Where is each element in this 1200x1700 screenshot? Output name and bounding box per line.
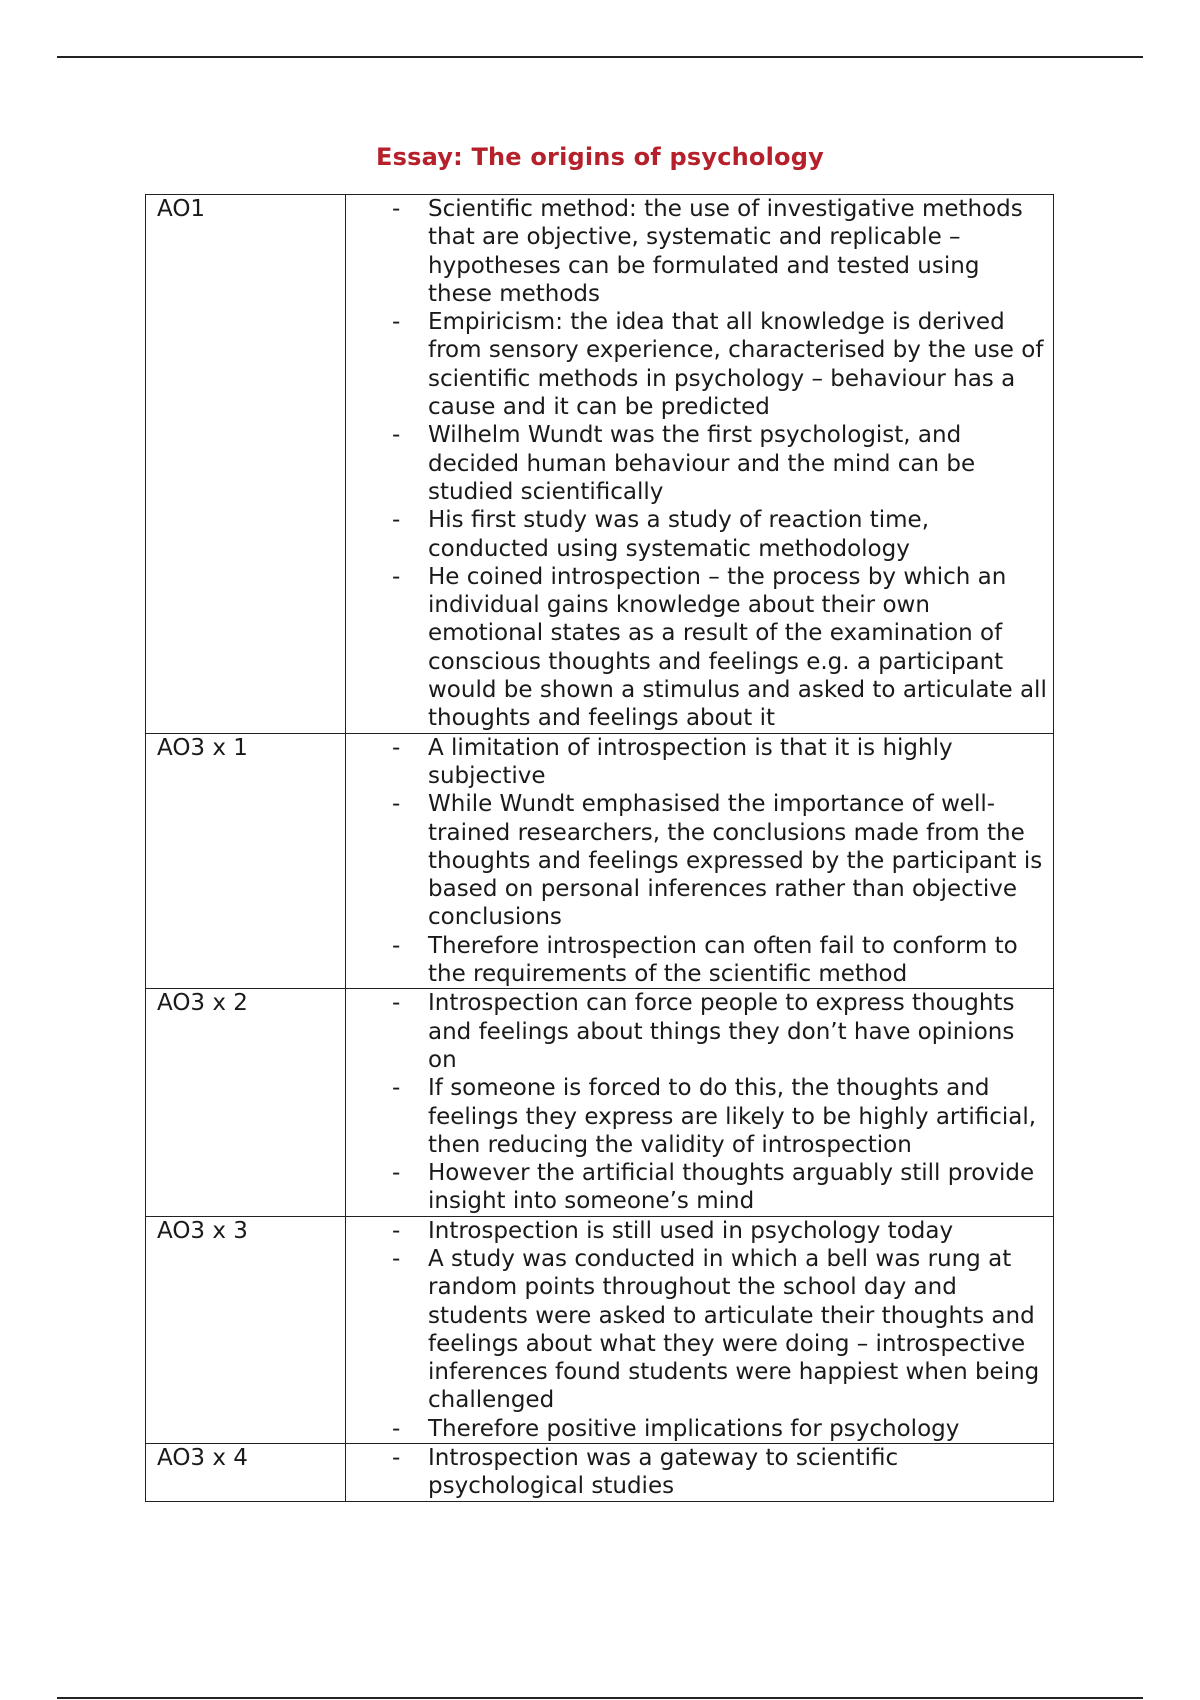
list-item: - While Wundt emphasised the importance of well-trained researchers, the conclusions made from the thoughts and feelings expressed by the participant is based on personal inferences rather than objective conclusions bbox=[346, 790, 1047, 931]
table-row bbox=[146, 195, 1054, 734]
list-item: - A study was conducted in which a bell was rung at random points throughout the school day and students were asked to articulate their thoughts and feelings about what they were doing – introspective inferences found students were happiest when being challenged bbox=[346, 1245, 1047, 1415]
list-item: - Introspection can force people to express thoughts and feelings about things they don’t have opinions on bbox=[346, 989, 1047, 1074]
list-item: - His first study was a study of reaction time, conducted using systematic methodology bbox=[346, 506, 1047, 563]
table-row bbox=[146, 989, 1054, 1216]
list-item: - Wilhelm Wundt was the first psychologist, and decided human behaviour and the mind can be studied scientifically bbox=[346, 421, 1047, 506]
list-item: - Scientific method: the use of investigative methods that are objective, systematic and replicable – hypotheses can be formulated and tested using these methods bbox=[346, 195, 1047, 308]
row-points bbox=[346, 989, 1054, 1216]
bullet-list bbox=[346, 1217, 1047, 1443]
row-points bbox=[346, 195, 1054, 734]
essay-title: Essay: The origins of psychology bbox=[376, 143, 824, 171]
list-item: - He coined introspection – the process by which an individual gains knowledge about their own emotional states as a result of the examination of conscious thoughts and feelings e.g. a participant would be shown a stimulus and asked to articulate all thoughts and feelings about it bbox=[346, 563, 1047, 733]
list-item: - If someone is forced to do this, the thoughts and feelings they express are likely to be highly artificial, then reducing the validity of introspection bbox=[346, 1074, 1047, 1159]
row-label: AO3 x 4 bbox=[146, 1444, 346, 1502]
table-row bbox=[146, 1216, 1054, 1443]
essay-table bbox=[145, 194, 1054, 1502]
list-item: - A limitation of introspection is that it is highly subjective bbox=[346, 734, 1047, 791]
list-item: - Therefore introspection can often fail to conform to the requirements of the scientific method bbox=[346, 932, 1047, 989]
list-item: - Introspection is still used in psychology today bbox=[346, 1217, 1047, 1245]
row-label: AO3 x 1 bbox=[146, 733, 346, 989]
list-item: - Introspection was a gateway to scientific psychological studies bbox=[346, 1444, 1047, 1501]
bullet-list bbox=[346, 734, 1047, 989]
list-item: - Empiricism: the idea that all knowledge is derived from sensory experience, characterised by the use of scientific methods in psychology – behaviour has a cause and it can be predicted bbox=[346, 308, 1047, 421]
row-points bbox=[346, 733, 1054, 989]
table-row bbox=[146, 1444, 1054, 1502]
footer-rule bbox=[57, 1697, 1143, 1699]
list-item: - Therefore positive implications for psychology bbox=[346, 1415, 1047, 1443]
row-label: AO3 x 2 bbox=[146, 989, 346, 1216]
list-item: - However the artificial thoughts arguably still provide insight into someone’s mind bbox=[346, 1159, 1047, 1216]
row-label: AO3 x 3 bbox=[146, 1216, 346, 1443]
bullet-list bbox=[346, 195, 1047, 733]
table-row bbox=[146, 733, 1054, 989]
header-rule bbox=[57, 56, 1143, 58]
bullet-list bbox=[346, 1444, 1047, 1501]
row-points bbox=[346, 1444, 1054, 1502]
row-points bbox=[346, 1216, 1054, 1443]
bullet-list bbox=[346, 989, 1047, 1215]
row-label: AO1 bbox=[146, 195, 346, 734]
